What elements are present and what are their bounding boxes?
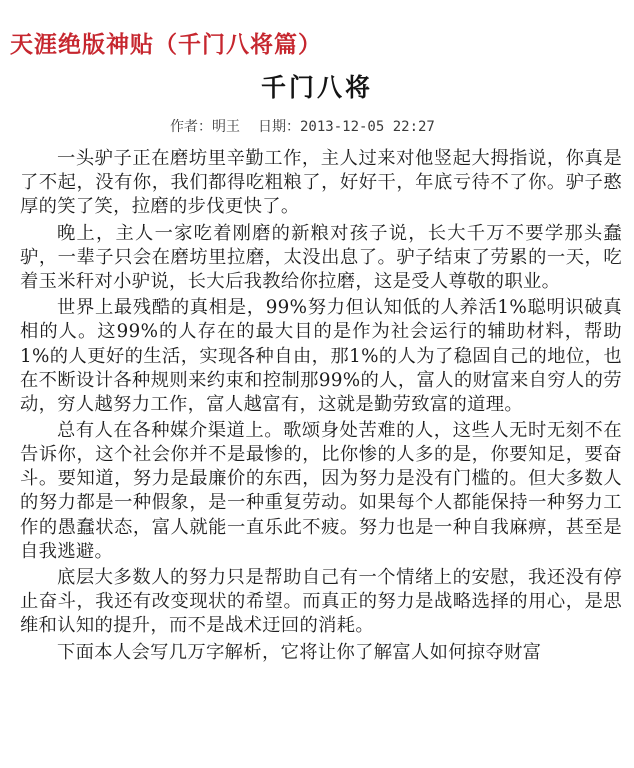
author-name: 明王 [212, 119, 240, 135]
article-body [20, 147, 622, 667]
article-meta [170, 116, 435, 136]
author-label: 作者： [170, 119, 212, 135]
date-label: 日期： [258, 119, 300, 135]
paragraph: 下面本人会写几万字解析，它将让你了解富人如何掠夺财富 [57, 641, 542, 663]
post-date: 2013-12-05 22:27 [300, 119, 435, 135]
paragraph: 底层大多数人的努力只是帮助自己有一个情绪上的安慰，我还没有停止奋斗，我还有改变现状的希望。而真正的努力是战略选择的用心，是思维和认知的提升，而不是战术迂回的消耗。 [20, 567, 622, 637]
paragraph: 晚上，主人一家吃着刚磨的新粮对孩子说，长大千万不要学那头蠢驴，一辈子只会在磨坊里拉磨，太没出息了。驴子结束了劳累的一天，吃着玉米秆对小驴说，长大后我教给你拉磨，这是受人尊敬的职业。 [20, 222, 622, 292]
paragraph: 世界上最残酷的真相是，99%努力但认知低的人养活1%聪明识破真相的人。这99%的人存在的最大目的是作为社会运行的辅助材料，帮助1%的人更好的生活，实现各种自由，那1%的人为了稳固自己的地位，也在不断设计各种规则来约束和控制那99%的人，富人的财富来自穷人的劳动，穷人越努力工作，富人越富有，这就是勤劳致富的道理。 [20, 297, 622, 415]
site-header-title: 天涯绝版神贴（千门八将篇） [10, 31, 322, 58]
article-title: 千门八将 [260, 73, 373, 102]
paragraph: 一头驴子正在磨坊里辛勤工作，主人过来对他竖起大拇指说，你真是了不起，没有你，我们都得吃粗粮了，好好干，年底亏待不了你。驴子憨厚的笑了笑，拉磨的步伐更快了。 [20, 148, 622, 218]
paragraph: 总有人在各种媒介渠道上。歌颂身处苦难的人，这些人无时无刻不在告诉你，这个社会你并不是最惨的，比你惨的人多的是，你要知足，要奋斗。要知道，努力是最廉价的东西，因为努力是没有门槛的。但大多数人的努力都是一种假象，是一种重复劳动。如果每个人都能保持一种努力工作的愚蠢状态，富人就能一直乐此不疲。努力也是一种自我麻痹，甚至是自我逃避。 [20, 420, 622, 562]
